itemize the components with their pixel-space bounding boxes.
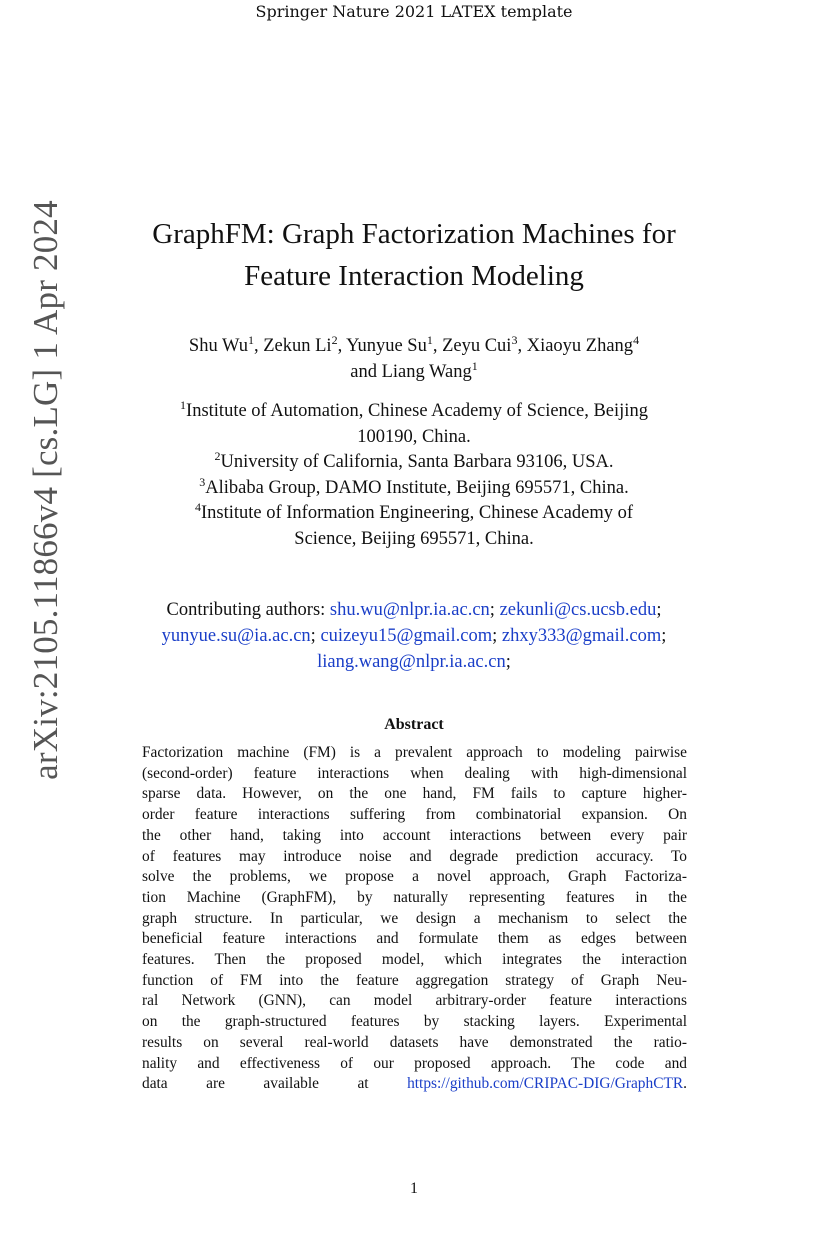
affiliation-text: Alibaba Group, DAMO Institute, Beijing 695571, China. (205, 477, 629, 498)
abstract-line: sparse data. However, on the one hand, FM fails to capture higher- (142, 785, 687, 803)
email-link[interactable]: yunyue.su@ia.ac.cn (161, 626, 311, 646)
author-conjunction: and (350, 362, 382, 382)
separator: ; (505, 652, 511, 672)
abstract-line: solve the problems, we propose a novel approach, Graph Factoriza- (142, 868, 687, 886)
author-list (0, 333, 828, 385)
abstract-last-line (142, 1074, 687, 1095)
running-header: Springer Nature 2021 LATEX template (255, 2, 573, 21)
contrib-line-3 (0, 649, 828, 675)
contrib-line-1 (0, 597, 828, 623)
author-affiliation-mark: 2 (331, 332, 338, 347)
affiliation-list (0, 399, 828, 552)
author-line-2 (0, 359, 828, 385)
affiliation-mark: 2 (214, 448, 221, 463)
author-name: Zekun Li (263, 336, 332, 356)
abstract-line: the other hand, taking into account interactions between every pair (142, 826, 687, 844)
affiliation-text: Institute of Automation, Chinese Academy of Science, Beijing (186, 401, 648, 421)
author-name: Shu Wu (188, 336, 248, 356)
author-name: Zeyu Cui (442, 336, 512, 356)
abstract-body (142, 743, 687, 1095)
author-name: Liang Wang (381, 362, 472, 382)
affiliation-3 (0, 476, 828, 502)
contrib-line-2 (0, 623, 828, 649)
abstract-line: ral Network (GNN), can model arbitrary-order feature interactions (142, 992, 687, 1010)
abstract-line: beneficial feature interactions and formulate them as edges between (142, 930, 687, 948)
email-link[interactable]: zekunli@cs.ucsb.edu (499, 600, 657, 620)
separator: ; (489, 600, 495, 620)
affiliation-4-cont: Science, Beijing 695571, China. (294, 528, 534, 549)
separator: ; (661, 626, 667, 646)
affiliation-text: Institute of Information Engineering, Chinese Academy of (200, 503, 634, 523)
author-affiliation-mark: 3 (511, 332, 518, 347)
separator: ; (310, 626, 316, 646)
affiliation-1-cont: 100190, China. (357, 426, 471, 447)
affiliation-mark: 4 (194, 499, 201, 514)
contrib-label: Contributing authors: (166, 600, 330, 620)
arxiv-identifier: arXiv:2105.11866v4 [cs.LG] 1 Apr 2024 (26, 200, 65, 780)
title-line-2: Feature Interaction Modeling (244, 260, 584, 292)
affiliation-mark: 1 (180, 397, 187, 412)
affiliation-1 (0, 399, 828, 425)
abstract-line: function of FM into the feature aggregation strategy of Graph Neu- (142, 971, 687, 989)
contributing-authors (0, 597, 828, 675)
abstract-line: graph structure. In particular, we design a mechanism to select the (142, 909, 687, 927)
abstract-text: data are available at (142, 1075, 369, 1093)
abstract-line: Factorization machine (FM) is a prevalent approach to modeling pairwise (142, 744, 687, 761)
email-link[interactable]: zhxy333@gmail.com (501, 626, 662, 646)
author-name: Xiaoyu Zhang (526, 336, 634, 356)
abstract-heading: Abstract (384, 716, 444, 733)
email-link[interactable]: liang.wang@nlpr.ia.ac.cn (317, 652, 506, 672)
abstract-line: (second-order) feature interactions when dealing with high-dimensional (142, 764, 687, 782)
abstract-line: order feature interactions suffering from combinatorial expansion. On (142, 806, 687, 824)
affiliation-text: University of California, Santa Barbara 93106, USA. (220, 452, 614, 472)
title-line-1: GraphFM: Graph Factorization Machines for (152, 218, 676, 250)
abstract-period: . (683, 1075, 687, 1093)
author-affiliation-mark: 1 (247, 332, 254, 347)
code-repository-link[interactable]: https://github.com/CRIPAC-DIG/GraphCTR (407, 1075, 684, 1093)
author-affiliation-mark: 4 (633, 332, 640, 347)
abstract-line: on the graph-structured features by stacking layers. Experimental (142, 1013, 687, 1031)
author-affiliation-mark: 1 (426, 332, 433, 347)
abstract-line: nality and effectiveness of our proposed approach. The code and (142, 1054, 687, 1072)
email-link[interactable]: cuizeyu15@gmail.com (320, 626, 493, 646)
page-number: 1 (410, 1180, 418, 1197)
author-affiliation-mark: 1 (471, 358, 478, 373)
abstract-line: results on several real-world datasets have demonstrated the ratio- (142, 1033, 687, 1051)
author-name: Yunyue Su (346, 336, 427, 356)
author-line-1: Shu Wu$^1$, Zekun Li$^2$, Yunyue Su$^1$, Zeyu Cui$^3$, Xiaoyu Zhang$^4$ (188, 332, 640, 356)
abstract-line: features. Then the proposed model, which integrates the interaction (142, 951, 687, 969)
affiliation-4 (0, 501, 828, 527)
email-link[interactable]: shu.wu@nlpr.ia.ac.cn (329, 600, 490, 620)
separator: ; (492, 626, 498, 646)
separator: ; (656, 600, 662, 620)
affiliation-mark: 3 (199, 474, 206, 489)
paper-title (0, 213, 828, 297)
abstract-line: of features may introduce noise and degrade prediction accuracy. To (142, 847, 687, 865)
affiliation-2 (0, 450, 828, 476)
abstract-line: tion Machine (GraphFM), by naturally representing features in the (142, 888, 687, 906)
